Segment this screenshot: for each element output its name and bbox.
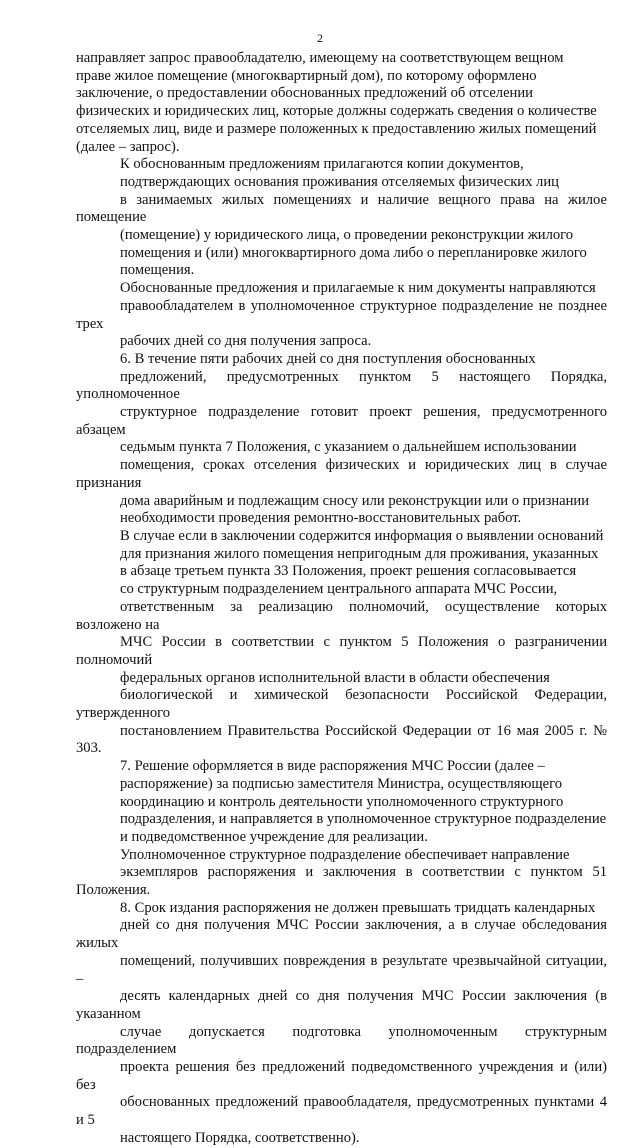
text-line: структурное подразделение готовит проект решения, предусмотренного абзацем xyxy=(76,404,607,438)
text-line: рабочих дней со дня получения запроса. xyxy=(120,333,372,350)
text-line: помещения. xyxy=(120,262,195,279)
text-line: Обоснованные предложения и прилагаемые к ним документы направляются xyxy=(120,280,596,297)
text-line: помещений, получивших повреждения в результате чрезвычайной ситуации, – xyxy=(76,952,607,987)
text-line: настоящего Порядка, соответственно). xyxy=(120,1129,360,1146)
text-line: экземпляров распоряжения и заключения в соответствии с пунктом 51 Положения. xyxy=(76,864,607,899)
text-line: помещения, сроках отселения физических и юридических лиц в случае признания xyxy=(76,457,607,491)
text-line: обоснованных предложений правообладателя, предусмотренных пунктами 4 и 5 xyxy=(76,1094,607,1129)
text-line: физических и юридических лиц, которые должны содержать сведения о количестве xyxy=(76,103,597,120)
text-line: (помещение) у юридического лица, о проведении реконструкции жилого xyxy=(120,227,574,244)
text-line: постановлением Правительства Российской Федерации от 16 мая 2005 г. № 303. xyxy=(76,722,607,757)
text-line: подтверждающих основания проживания отселяемых физических лиц xyxy=(120,173,559,190)
paragraph-5 xyxy=(76,528,607,758)
text-line: ответственным за реализацию полномочий, осуществление которых возложено на xyxy=(76,598,607,633)
text-line: проекта решения без предложений подведомственного учреждения и (или) без xyxy=(76,1059,607,1093)
document-body xyxy=(76,50,607,1148)
text-line: в занимаемых жилых помещениях и наличие вещного права на жилое помещение xyxy=(76,191,607,226)
text-line: В случае если в заключении содержится информация о выявлении оснований xyxy=(120,527,604,544)
paragraph-4 xyxy=(76,351,607,528)
text-line: отселяемых лиц, виде и размере положенных к предоставлению жилых помещений xyxy=(76,120,597,137)
paragraph-7 xyxy=(76,847,607,900)
text-line: дней со дня получения МЧС России заключения, а в случае обследования жилых xyxy=(76,917,607,952)
text-line: седьмым пункта 7 Положения, с указанием о дальнейшем использовании xyxy=(120,439,577,456)
text-line: координацию и контроль деятельности уполномоченного структурного xyxy=(120,793,564,810)
text-line: праве жилое помещение (многоквартирный дом), по которому оформлено xyxy=(76,67,537,84)
paragraph-3 xyxy=(76,280,607,351)
text-line: 8. Срок издания распоряжения не должен превышать тридцать календарных xyxy=(120,899,596,916)
text-line: предложений, предусмотренных пунктом 5 настоящего Порядка, уполномоченное xyxy=(76,368,607,403)
text-line: 6. В течение пяти рабочих дней со дня поступления обоснованных xyxy=(120,350,536,367)
text-line: федеральных органов исполнительной власти в области обеспечения xyxy=(120,669,550,686)
text-line: десять календарных дней со дня получения МЧС России заключения (в указанном xyxy=(76,988,607,1022)
paragraph-8 xyxy=(76,900,607,1148)
text-line: Уполномоченное структурное подразделение обеспечивает направление xyxy=(120,846,570,863)
text-line: заключение, о предоставлении обоснованных предложений об отселении xyxy=(76,85,533,102)
paragraph-2 xyxy=(76,156,607,280)
text-line: для признания жилого помещения непригодным для проживания, указанных xyxy=(120,545,599,562)
page-number: 2 xyxy=(317,31,323,45)
text-line: случае допускается подготовка уполномоченным структурным подразделением xyxy=(76,1023,607,1058)
text-line: биологической и химической безопасности Российской Федерации, утвержденного xyxy=(76,687,607,722)
text-line: в абзаце третьем пункта 33 Положения, проект решения согласовывается xyxy=(120,563,577,580)
paragraph-1 xyxy=(76,50,607,156)
text-line: МЧС России в соответствии с пунктом 5 Положения о разграничении полномочий xyxy=(76,634,607,668)
paragraph-6 xyxy=(76,758,607,847)
text-line: (далее – запрос). xyxy=(76,138,180,155)
text-line: и подведомственное учреждение для реализации. xyxy=(120,828,428,845)
text-line: К обоснованным предложениям прилагаются копии документов, xyxy=(120,156,524,173)
text-line: подразделения, и направляется в уполномоченное структурное подразделение xyxy=(120,811,607,828)
text-line: помещения и (или) многоквартирного дома либо о перепланировке жилого xyxy=(120,244,587,261)
text-line: распоряжение) за подписью заместителя Министра, осуществляющего xyxy=(120,775,563,792)
text-line: со структурным подразделением центрального аппарата МЧС России, xyxy=(120,581,558,598)
text-line: направляет запрос правообладателю, имеющему на соответствующем вещном xyxy=(76,50,564,66)
text-line: дома аварийным и подлежащим сносу или реконструкции или о признании xyxy=(120,492,590,509)
text-line: правообладателем в уполномоченное структурное подразделение не позднее трех xyxy=(76,297,607,332)
text-line: 7. Решение оформляется в виде распоряжения МЧС России (далее – xyxy=(120,758,545,775)
text-line: необходимости проведения ремонтно-восстановительных работ. xyxy=(120,510,522,527)
